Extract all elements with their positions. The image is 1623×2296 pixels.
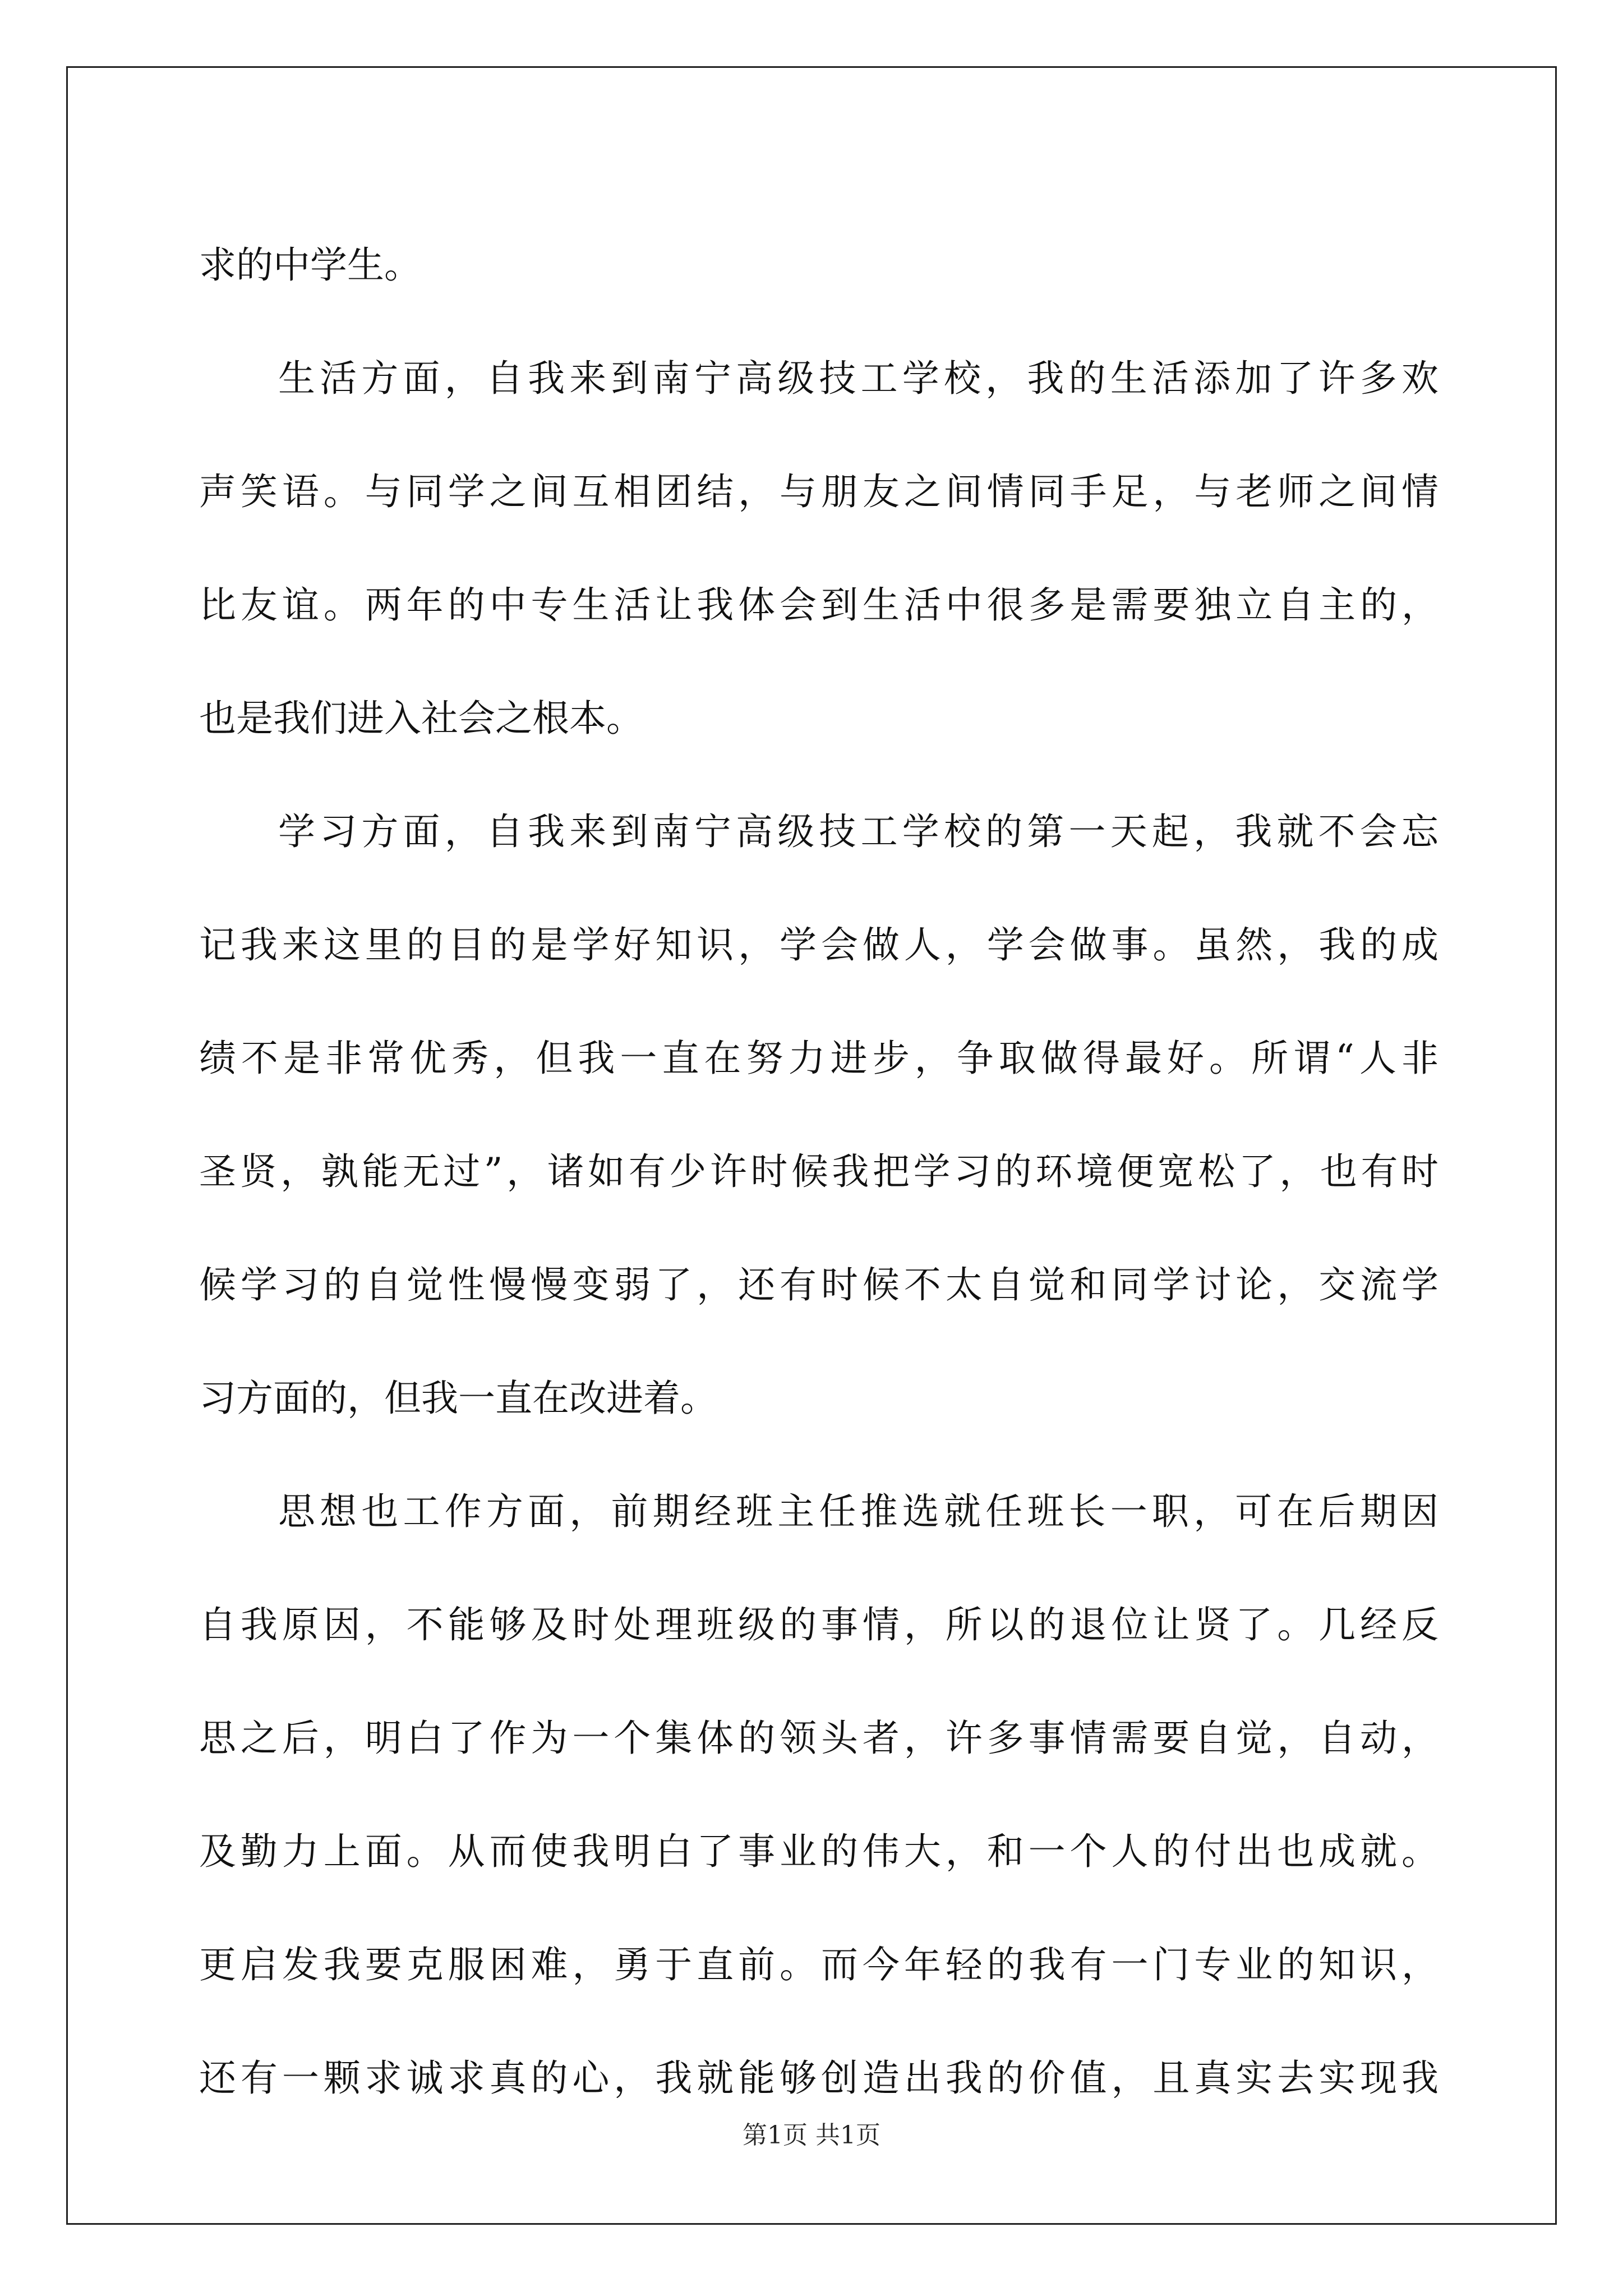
document-line: 思之后，明白了作为一个集体的领头者，许多事情需要自觉，自动，	[199, 1717, 1438, 1760]
document-line: 比友谊。两年的中专生活让我体会到生活中很多是需要独立自主的，	[199, 583, 1438, 627]
document-line: 还有一颗求诚求真的心，我就能够创造出我的价值，且真实去实现我	[199, 2056, 1438, 2100]
document-line: 声笑语。与同学之间互相团结，与朋友之间情同手足，与老师之间情	[199, 470, 1438, 513]
document-line: 候学习的自觉性慢慢变弱了，还有时候不太自觉和同学讨论，交流学	[199, 1263, 1438, 1306]
document-line: 圣贤，孰能无过”，诸如有少许时候我把学习的环境便宽松了，也有时	[199, 1150, 1438, 1193]
page-footer: 第1页 共1页	[743, 2121, 880, 2150]
document-line: 习方面的，但我一直在改进着。	[199, 1377, 717, 1420]
document-line: 学习方面，自我来到南宁高级技工学校的第一天起，我就不会忘	[278, 810, 1438, 853]
document-line: 生活方面，自我来到南宁高级技工学校，我的生活添加了许多欢	[278, 357, 1438, 400]
document-line: 也是我们进入社会之根本。	[199, 697, 643, 740]
document-line: 绩不是非常优秀，但我一直在努力进步，争取做得最好。所谓“人非	[199, 1037, 1438, 1080]
document-line: 思想也工作方面，前期经班主任推选就任班长一职，可在后期因	[278, 1490, 1438, 1533]
document-line: 及勤力上面。从而使我明白了事业的伟大，和一个人的付出也成就。	[199, 1830, 1438, 1873]
document-line: 更启发我要克服困难，勇于直前。而今年轻的我有一门专业的知识，	[199, 1943, 1438, 1986]
document-line: 求的中学生。	[199, 243, 421, 287]
document-body	[199, 209, 1438, 2135]
document-line: 记我来这里的目的是学好知识，学会做人，学会做事。虽然，我的成	[199, 923, 1438, 967]
document-line: 自我原因，不能够及时处理班级的事情，所以的退位让贤了。几经反	[199, 1603, 1438, 1646]
